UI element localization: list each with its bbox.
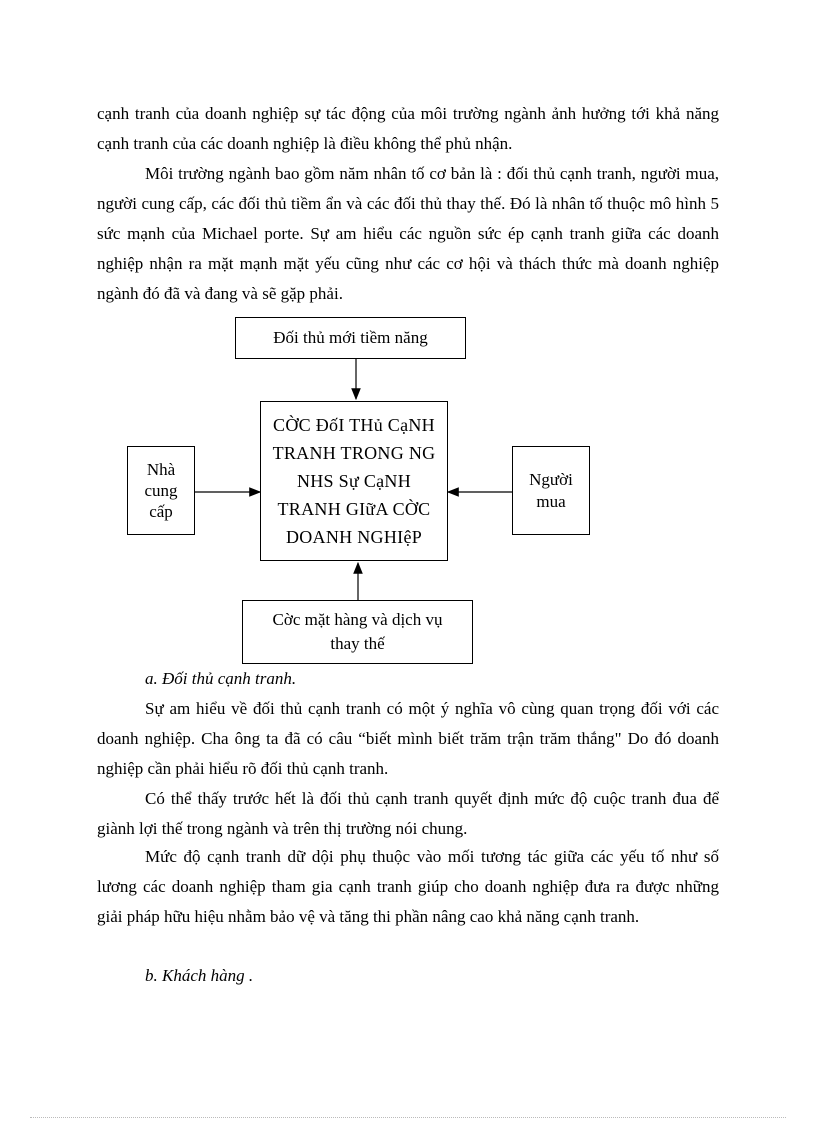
box-suppliers-label: Nhà cung cấp — [144, 460, 178, 521]
paragraph-competitors-3: Mức độ cạnh tranh dữ dội phụ thuộc vào mối tương tác giữa các yếu tố như số lương các doanh nghiệp tham gia cạnh tranh giúp cho doanh nghiệp đưa ra được những giải pháp hữu hiệu nhằm bảo vệ và tăng thi phần nâng cao khả năng cạnh tranh. — [97, 847, 719, 926]
box-suppliers — [127, 446, 195, 535]
box-industry-rivalry — [260, 401, 448, 561]
page-bottom-rule — [30, 1117, 786, 1118]
paragraph-intro-continuation: cạnh tranh của doanh nghiệp sự tác động của môi trường ngành ảnh hưởng tới khả năng cạnh tranh của các doanh nghiệp là điều không thể phủ nhận. — [97, 104, 719, 153]
paragraph-competitors-2: Có thể thấy trước hết là đối thủ cạnh tranh quyết định mức độ cuộc tranh đua để giành lợi thế trong ngành và trên thị trường nói chung. — [97, 789, 719, 838]
box-buyers — [512, 446, 590, 535]
box-substitutes-label: Cờc mặt hàng và dịch vụ thay thế — [272, 610, 443, 653]
heading-customers: b. Khách hàng . — [145, 966, 254, 985]
paragraph-industry-environment: Môi trường ngành bao gồm năm nhân tố cơ bản là : đối thủ cạnh tranh, người mua, người cung cấp, các đối thủ tiềm ẩn và các đối thủ thay thế. Đó là nhân tố thuộc mô hình 5 sức mạnh của Michael porte. Sự am hiểu các nguồn sức ép cạnh tranh giữa các doanh nghiệp nhận ra mặt mạnh mặt yếu cũng như các cơ hội và thách thức mà doanh nghiệp ngành đó đã và đang và sẽ gặp phải. — [97, 164, 719, 303]
box-industry-rivalry-label: CỜC ĐốI THủ CạNH TRANH TRONG NG NHS Sự CạNH TRANH GIữA CỜC DOANH NGHIệP — [272, 415, 436, 547]
box-potential-entrants — [235, 317, 466, 359]
heading-competitors: a. Đối thủ cạnh tranh. — [145, 669, 297, 688]
box-buyers-label: Người mua — [529, 469, 573, 511]
paragraph-competitors-1: Sự am hiểu về đối thủ cạnh tranh có một ý nghĩa vô cùng quan trọng đối với các doanh nghiệp. Cha ông ta đã có câu “biết mình biết trăm trận trăm thắng" Do đó doanh nghiệp cần phải hiểu rõ đối thủ cạnh tranh. — [97, 699, 719, 778]
box-potential-entrants-label: Đối thủ mới tiềm năng — [273, 328, 428, 347]
box-substitutes — [242, 600, 473, 664]
